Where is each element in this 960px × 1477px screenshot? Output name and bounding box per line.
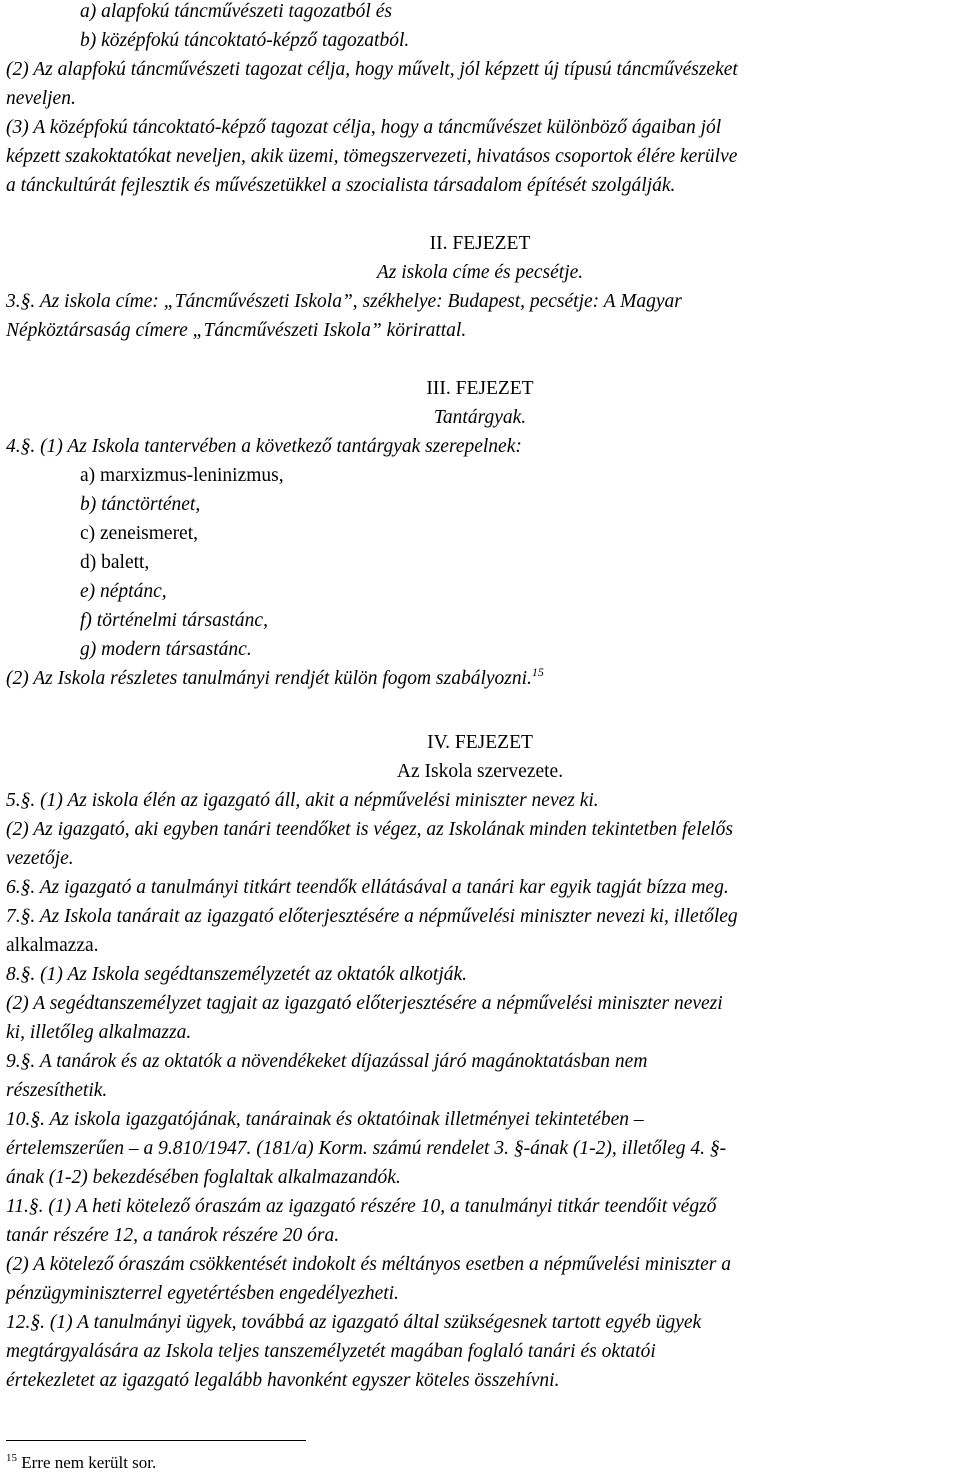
paragraph-line: a tánckultúrát fejlesztik és művészetükkel a szocialista társadalom építését szolgálják. bbox=[6, 175, 676, 196]
list-item-a: a) alapfokú táncművészeti tagozatból és bbox=[80, 1, 392, 22]
paragraph-line: értekezletet az igazgató legalább havonként egyszer köteles összehívni. bbox=[6, 1370, 560, 1391]
subject-item: a) marxizmus-leninizmus, bbox=[80, 465, 284, 486]
paragraph-line: 11.§. (1) A heti kötelező óraszám az igazgató részére 10, a tanulmányi titkár teendőit végző bbox=[6, 1196, 717, 1217]
footnote-text: Erre nem került sor. bbox=[21, 1453, 157, 1472]
paragraph-line: képzett szakoktatókat neveljen, akik üzemi, tömegszervezeti, hivatásos csoportok élére kerülve bbox=[6, 146, 738, 167]
paragraph-line: (3) A középfokú táncoktató-képző tagozat célja, hogy a táncművészet különböző ágaiban jól bbox=[6, 117, 722, 138]
footnote-number: 15 bbox=[6, 1452, 17, 1464]
subject-item: g) modern társastánc. bbox=[80, 639, 252, 660]
paragraph-line: 10.§. Az iskola igazgatójának, tanárainak és oktatóinak illetményei tekintetében – bbox=[6, 1109, 644, 1130]
paragraph-line: értelemszerűen – a 9.810/1947. (181/a) Korm. számú rendelet 3. §-ának (1-2), illetőleg 4. §- bbox=[6, 1138, 727, 1159]
paragraph-line: vezetője. bbox=[6, 848, 74, 869]
chapter-title-4: Az Iskola szervezete. bbox=[396, 761, 564, 782]
paragraph-line: (2) Az alapfokú táncművészeti tagozat célja, hogy művelt, jól képzett új típusú táncművészeket bbox=[6, 59, 738, 80]
paragraph-line: 3.§. Az iskola címe: „Táncművészeti Iskola”, székhelye: Budapest, pecsétje: A Magyar bbox=[6, 291, 682, 312]
paragraph-line: tanár részére 12, a tanárok részére 20 óra. bbox=[6, 1225, 340, 1246]
paragraph-line: Népköztársaság címere „Táncművészeti Iskola” körirattal. bbox=[6, 320, 467, 341]
chapter-heading-2: II. FEJEZET bbox=[429, 233, 531, 254]
chapter-title-3: Tantárgyak. bbox=[433, 407, 527, 428]
paragraph-line: 8.§. (1) Az Iskola segédtanszemélyzetét az oktatók alkotják. bbox=[6, 964, 468, 985]
list-item-b: b) középfokú táncoktató-képző tagozatból. bbox=[80, 30, 410, 51]
paragraph-line: (2) A kötelező óraszám csökkentését indokolt és méltányos esetben a népművelési miniszter a bbox=[6, 1254, 731, 1275]
footnote bbox=[6, 1452, 156, 1474]
paragraph-line: 9.§. A tanárok és az oktatók a növendékeket díjazással járó magánoktatásban nem bbox=[6, 1051, 648, 1072]
paragraph-line: 4.§. (1) Az Iskola tantervében a következő tantárgyak szerepelnek: bbox=[6, 436, 522, 457]
paragraph-line: részesíthetik. bbox=[6, 1080, 108, 1101]
paragraph-line: (2) A segédtanszemélyzet tagjait az igazgató előterjesztésére a népművelési miniszter nevezi bbox=[6, 993, 723, 1014]
paragraph-line: 6.§. Az igazgató a tanulmányi titkárt teendők ellátásával a tanári kar egyik tagját bízza meg. bbox=[6, 877, 729, 898]
chapter-heading-3: III. FEJEZET bbox=[426, 378, 534, 399]
footnote-reference[interactable]: 15 bbox=[531, 665, 544, 679]
chapter-heading-4: IV. FEJEZET bbox=[427, 732, 533, 753]
paragraph-line: alkalmazza. bbox=[6, 935, 99, 956]
paragraph-line: (2) Az igazgató, aki egyben tanári teendőket is végez, az Iskolának minden tekintetben felelős bbox=[6, 819, 733, 840]
paragraph-line: ki, illetőleg alkalmazza. bbox=[6, 1022, 192, 1043]
paragraph-line: 12.§. (1) A tanulmányi ügyek, továbbá az igazgató által szükségesnek tartott egyéb ügyek bbox=[6, 1312, 702, 1333]
paragraph-line: pénzügyminiszterrel egyetértésben engedélyezheti. bbox=[6, 1283, 399, 1304]
chapter-title-2: Az iskola címe és pecsétje. bbox=[376, 262, 584, 283]
subject-item: b) tánctörténet, bbox=[80, 494, 201, 515]
footnote-divider bbox=[6, 1440, 306, 1441]
paragraph-line: 5.§. (1) Az iskola élén az igazgató áll, akit a népművelési miniszter nevez ki. bbox=[6, 790, 599, 811]
subject-item: e) néptánc, bbox=[80, 581, 167, 602]
subject-item: c) zeneismeret, bbox=[80, 523, 199, 544]
paragraph-line: megtárgyalására az Iskola teljes tanszemélyzetét magában foglaló tanári és oktatói bbox=[6, 1341, 656, 1362]
paragraph-line: (2) Az Iskola részletes tanulmányi rendjét külön fogom szabályozni.$^{15}$ bbox=[6, 665, 544, 689]
paragraph-line: ának (1-2) bekezdésében foglaltak alkalmazandók. bbox=[6, 1167, 401, 1188]
subject-item: d) balett, bbox=[80, 552, 150, 573]
subject-item: f) történelmi társastánc, bbox=[80, 610, 268, 631]
paragraph-line: 7.§. Az Iskola tanárait az igazgató előterjesztésére a népművelési miniszter nevezi ki, illetőleg bbox=[6, 906, 738, 927]
paragraph-line: neveljen. bbox=[6, 88, 76, 109]
